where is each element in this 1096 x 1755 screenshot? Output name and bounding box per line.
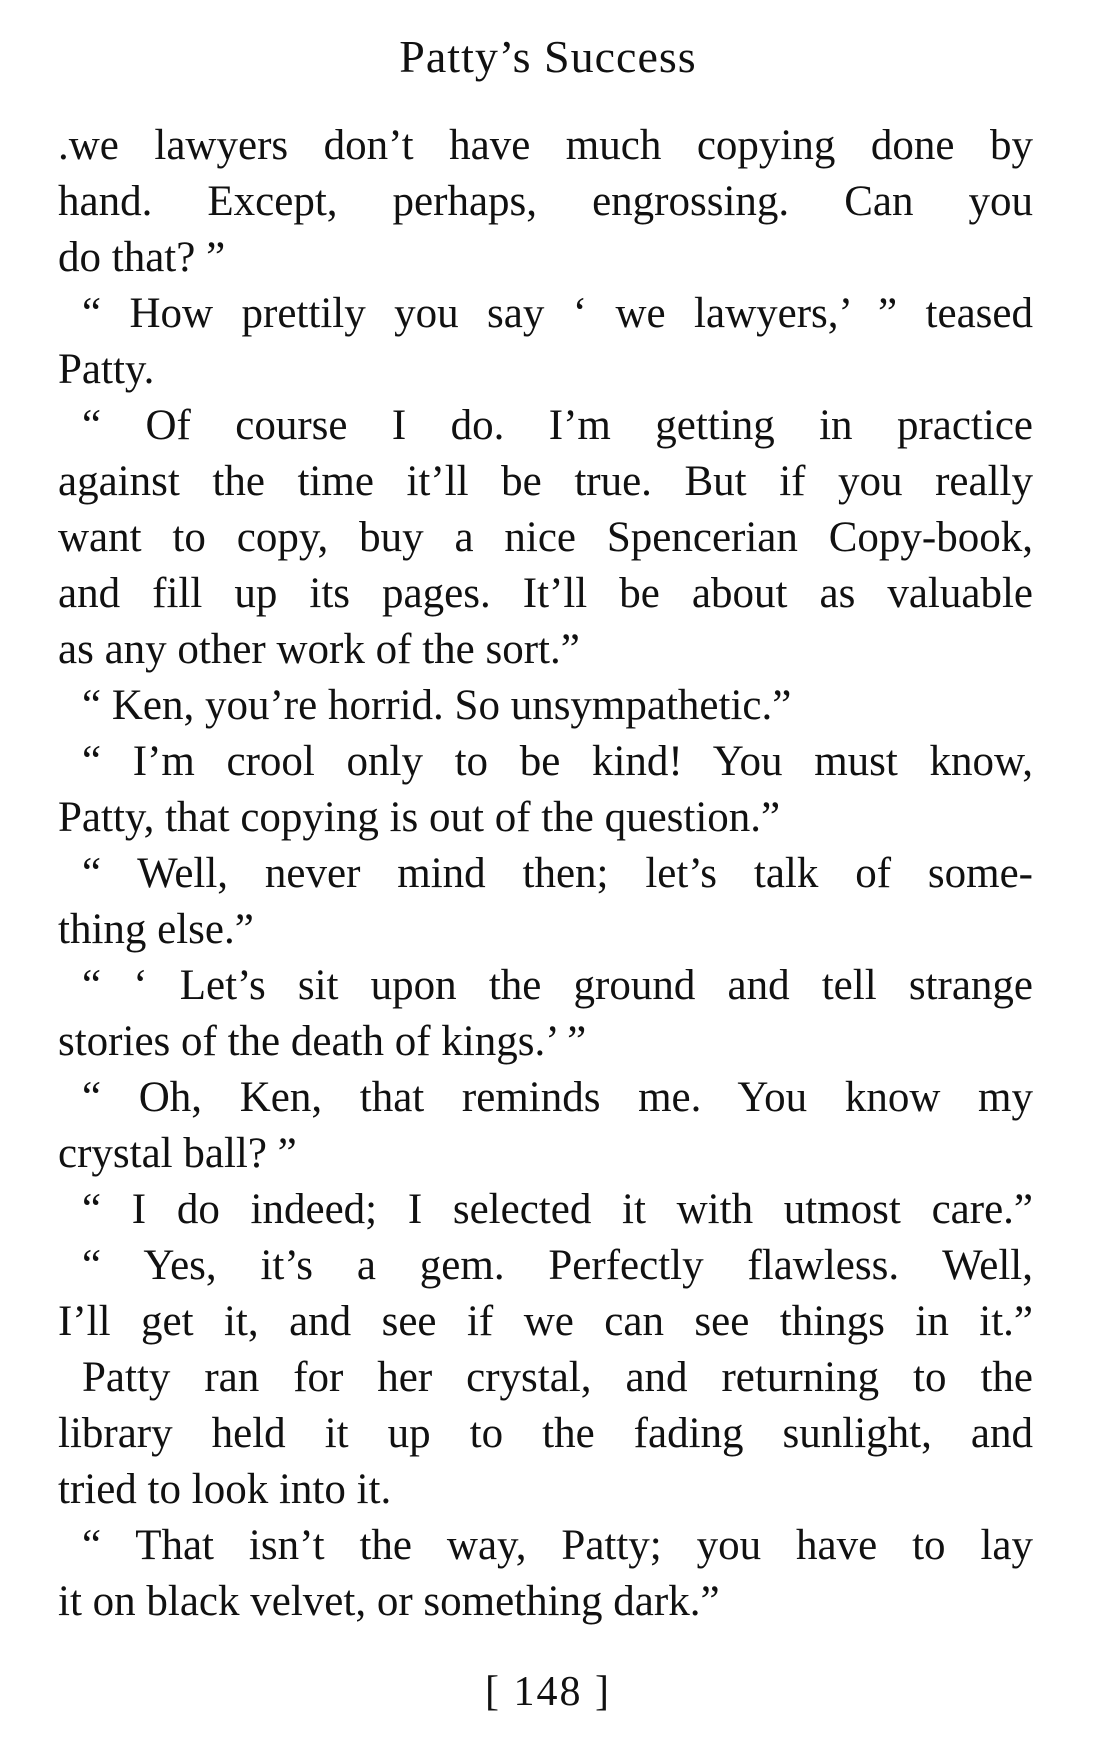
text-line: hand. Except, perhaps, engrossing. Can you xyxy=(58,178,1033,225)
text-line: “ Ken, you’re horrid. So unsympathetic.” xyxy=(82,682,792,729)
text-line: “ Yes, it’s a gem. Perfectly flawless. Well, xyxy=(82,1242,1033,1289)
text-line: as any other work of the sort.” xyxy=(58,626,580,673)
text-line: and fill up its pages. It’ll be about as valuable xyxy=(58,570,1033,617)
text-line: it on black velvet, or something dark.” xyxy=(58,1578,720,1625)
text-line: Patty, that copying is out of the question.” xyxy=(58,794,781,841)
text-line: .we lawyers don’t have much copying done by xyxy=(58,122,1033,169)
text-line: crystal ball? ” xyxy=(58,1130,297,1177)
text-line: “ Of course I do. I’m getting in practice xyxy=(82,402,1033,449)
text-line: Patty ran for her crystal, and returning to the xyxy=(82,1354,1033,1401)
page-number: [ 148 ] xyxy=(485,1669,611,1715)
text-line: library held it up to the fading sunlight, and xyxy=(58,1410,1033,1457)
text-line: “ I’m crool only to be kind! You must know, xyxy=(82,738,1033,785)
text-line: “ ‘ Let’s sit upon the ground and tell strange xyxy=(82,962,1033,1009)
running-header: Patty’s Success xyxy=(399,31,697,82)
text-line: tried to look into it. xyxy=(58,1466,392,1513)
text-line: “ That isn’t the way, Patty; you have to lay xyxy=(82,1522,1033,1569)
text-line: thing else.” xyxy=(58,906,254,953)
text-line: against the time it’ll be true. But if you really xyxy=(58,458,1033,505)
text-line: Patty. xyxy=(58,346,155,393)
text-line: “ Oh, Ken, that reminds me. You know my xyxy=(82,1074,1033,1121)
text-line: do that? ” xyxy=(58,234,226,281)
body-text xyxy=(58,118,1033,1630)
text-line: “ Well, never mind then; let’s talk of some- xyxy=(82,850,1033,897)
text-line: I’ll get it, and see if we can see things in it.” xyxy=(58,1298,1033,1345)
text-line: stories of the death of kings.’ ” xyxy=(58,1018,587,1065)
text-line: “ I do indeed; I selected it with utmost care.” xyxy=(82,1186,1033,1233)
text-line: want to copy, buy a nice Spencerian Copy-book, xyxy=(58,514,1033,561)
text-line: “ How prettily you say ‘ we lawyers,’ ” teased xyxy=(82,290,1033,337)
